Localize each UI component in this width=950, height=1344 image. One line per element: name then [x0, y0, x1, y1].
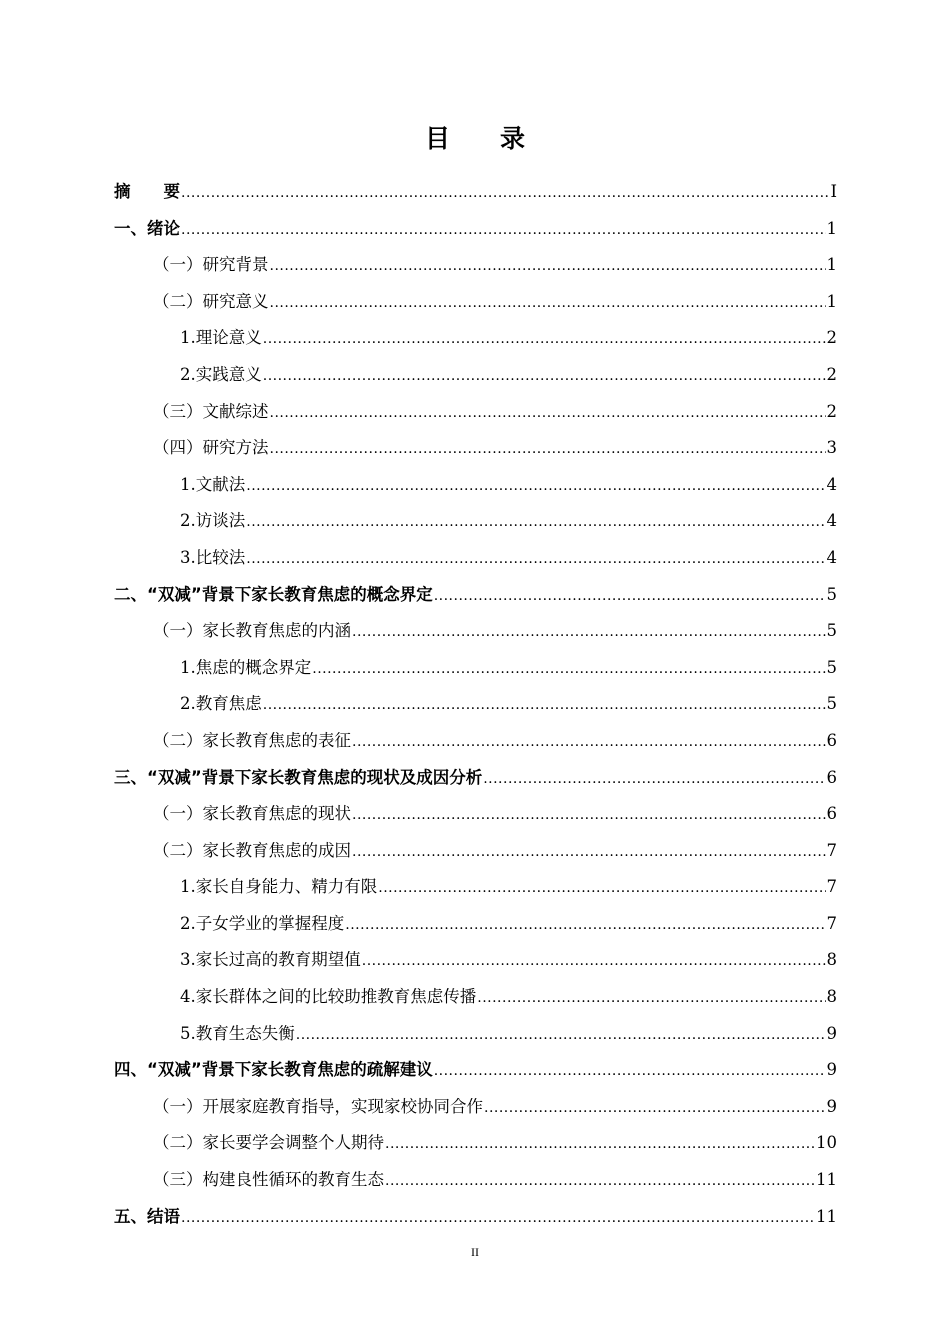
- toc-entry-label: （二）研究意义: [153, 291, 269, 311]
- dot-leader: [352, 797, 826, 834]
- toc-entry[interactable]: [0, 760, 950, 797]
- toc-entry[interactable]: [0, 357, 950, 394]
- toc-entry-page-number: 4: [826, 474, 837, 494]
- toc-entry-page-number: 2: [826, 364, 837, 384]
- toc-entry-label: 二、“双减”背景下家长教育焦虑的概念界定: [114, 584, 433, 604]
- toc-entry[interactable]: [0, 833, 950, 870]
- toc-entry-page-number: I: [830, 182, 837, 201]
- toc-entry-page-number: 7: [826, 840, 837, 860]
- dot-leader: [362, 943, 826, 980]
- toc-entry-label: （三）文献综述: [153, 401, 269, 421]
- dot-leader: [263, 321, 826, 358]
- toc-entry[interactable]: [0, 942, 950, 979]
- toc-entry[interactable]: [0, 723, 950, 760]
- toc-entry[interactable]: [0, 686, 950, 723]
- toc-entry-page-number: 6: [826, 767, 837, 787]
- toc-entry-label: 2.访谈法: [180, 511, 246, 531]
- table-of-contents: [0, 174, 950, 1235]
- toc-entry-label: 三、“双减”背景下家长教育焦虑的现状及成因分析: [114, 767, 483, 787]
- dot-leader: [181, 212, 826, 249]
- toc-entry[interactable]: [0, 796, 950, 833]
- dot-leader: [312, 651, 825, 688]
- toc-entry-label: 2.实践意义: [180, 364, 262, 384]
- toc-entry-label: （四）研究方法: [153, 438, 269, 458]
- toc-entry-label: （一）研究背景: [153, 255, 269, 275]
- toc-entry-label: （二）家长教育焦虑的表征: [153, 730, 351, 750]
- toc-entry-label: 4.家长群体之间的比较助推教育焦虑传播: [180, 987, 477, 1007]
- toc-entry-page-number: 2: [826, 401, 837, 421]
- toc-entry[interactable]: [0, 503, 950, 540]
- toc-entry-label: 3.家长过高的教育期望值: [180, 950, 361, 970]
- toc-entry[interactable]: [0, 1089, 950, 1126]
- toc-entry-page-number: 6: [826, 804, 837, 824]
- dot-leader: [270, 431, 826, 468]
- toc-entry[interactable]: [0, 284, 950, 321]
- toc-entry-page-number: 10: [816, 1133, 837, 1153]
- toc-entry[interactable]: [0, 1016, 950, 1053]
- toc-entry-page-number: 5: [826, 657, 837, 677]
- dot-leader: [352, 724, 826, 761]
- toc-entry[interactable]: [0, 430, 950, 467]
- dot-leader: [352, 834, 826, 871]
- toc-entry-page-number: 5: [826, 584, 837, 604]
- toc-entry[interactable]: [0, 577, 950, 614]
- dot-leader: [345, 907, 825, 944]
- toc-entry-label: （三）构建良性循环的教育生态: [153, 1170, 384, 1190]
- toc-entry[interactable]: [0, 394, 950, 431]
- toc-entry-label: 2.子女学业的掌握程度: [180, 913, 345, 933]
- toc-entry-label: 1.家长自身能力、精力有限: [180, 877, 378, 897]
- toc-entry-label: 四、“双减”背景下家长教育焦虑的疏解建议: [114, 1060, 433, 1080]
- toc-entry[interactable]: [0, 1199, 950, 1236]
- toc-entry-label: （一）家长教育焦虑的现状: [153, 804, 351, 824]
- toc-entry-page-number: 3: [826, 438, 837, 458]
- toc-entry-label: （二）家长教育焦虑的成因: [153, 840, 351, 860]
- dot-leader: [181, 175, 829, 212]
- toc-entry[interactable]: [0, 174, 950, 211]
- toc-entry[interactable]: [0, 467, 950, 504]
- toc-entry[interactable]: [0, 650, 950, 687]
- toc-entry-page-number: 5: [826, 621, 837, 641]
- toc-entry[interactable]: [0, 979, 950, 1016]
- toc-entry-label: （二）家长要学会调整个人期待: [153, 1133, 384, 1153]
- dot-leader: [483, 761, 825, 798]
- toc-entry-label: 5.教育生态失衡: [180, 1023, 295, 1043]
- toc-entry[interactable]: [0, 1162, 950, 1199]
- dot-leader: [181, 1200, 815, 1237]
- dot-leader: [434, 578, 826, 615]
- toc-entry-label: 1.理论意义: [180, 328, 262, 348]
- toc-entry[interactable]: [0, 247, 950, 284]
- dot-leader: [270, 285, 826, 322]
- toc-entry[interactable]: [0, 211, 950, 248]
- page-number: II: [471, 1245, 479, 1259]
- dot-leader: [378, 870, 825, 907]
- dot-leader: [434, 1053, 826, 1090]
- toc-entry-page-number: 4: [826, 511, 837, 531]
- toc-entry[interactable]: [0, 1125, 950, 1162]
- toc-entry-page-number: 9: [826, 1023, 837, 1043]
- toc-entry-label: 摘 要: [114, 182, 180, 201]
- dot-leader: [477, 980, 825, 1017]
- toc-entry[interactable]: [0, 613, 950, 650]
- dot-leader: [263, 687, 826, 724]
- toc-entry-label: 2.教育焦虑: [180, 694, 262, 714]
- dot-leader: [263, 358, 826, 395]
- toc-entry[interactable]: [0, 320, 950, 357]
- toc-entry-page-number: 11: [816, 1170, 837, 1190]
- toc-entry-label: 一、绪论: [114, 218, 180, 238]
- toc-entry-page-number: 7: [826, 913, 837, 933]
- dot-leader: [246, 468, 825, 505]
- toc-entry-page-number: 1: [826, 291, 837, 311]
- dot-leader: [270, 248, 826, 285]
- dot-leader: [352, 614, 826, 651]
- toc-entry-page-number: 5: [826, 694, 837, 714]
- toc-entry-page-number: 1: [826, 255, 837, 275]
- page-title: 目 录: [424, 124, 525, 153]
- toc-entry-page-number: 9: [826, 1060, 837, 1080]
- toc-entry[interactable]: [0, 906, 950, 943]
- toc-entry-label: 3.比较法: [180, 547, 246, 567]
- dot-leader: [246, 541, 825, 578]
- toc-entry-label: 五、结语: [114, 1206, 180, 1226]
- toc-entry-label: 1.文献法: [180, 474, 246, 494]
- toc-entry-page-number: 1: [826, 218, 837, 238]
- toc-entry-page-number: 6: [826, 730, 837, 750]
- toc-entry-label: （一）家长教育焦虑的内涵: [153, 621, 351, 641]
- dot-leader: [385, 1126, 815, 1163]
- toc-entry-page-number: 7: [826, 877, 837, 897]
- toc-entry-label: （一）开展家庭教育指导，实现家校协同合作: [153, 1096, 483, 1116]
- toc-entry-label: 1.焦虑的概念界定: [180, 657, 312, 677]
- dot-leader: [296, 1017, 826, 1054]
- toc-entry[interactable]: [0, 540, 950, 577]
- dot-leader: [246, 504, 825, 541]
- dot-leader: [484, 1090, 826, 1127]
- dot-leader: [270, 395, 826, 432]
- toc-entry-page-number: 2: [826, 328, 837, 348]
- toc-entry-page-number: 4: [826, 547, 837, 567]
- dot-leader: [385, 1163, 815, 1200]
- toc-entry[interactable]: [0, 1052, 950, 1089]
- toc-entry-page-number: 9: [826, 1096, 837, 1116]
- toc-entry-page-number: 8: [826, 987, 837, 1007]
- toc-entry-page-number: 11: [816, 1206, 837, 1226]
- toc-entry[interactable]: [0, 869, 950, 906]
- toc-entry-page-number: 8: [826, 950, 837, 970]
